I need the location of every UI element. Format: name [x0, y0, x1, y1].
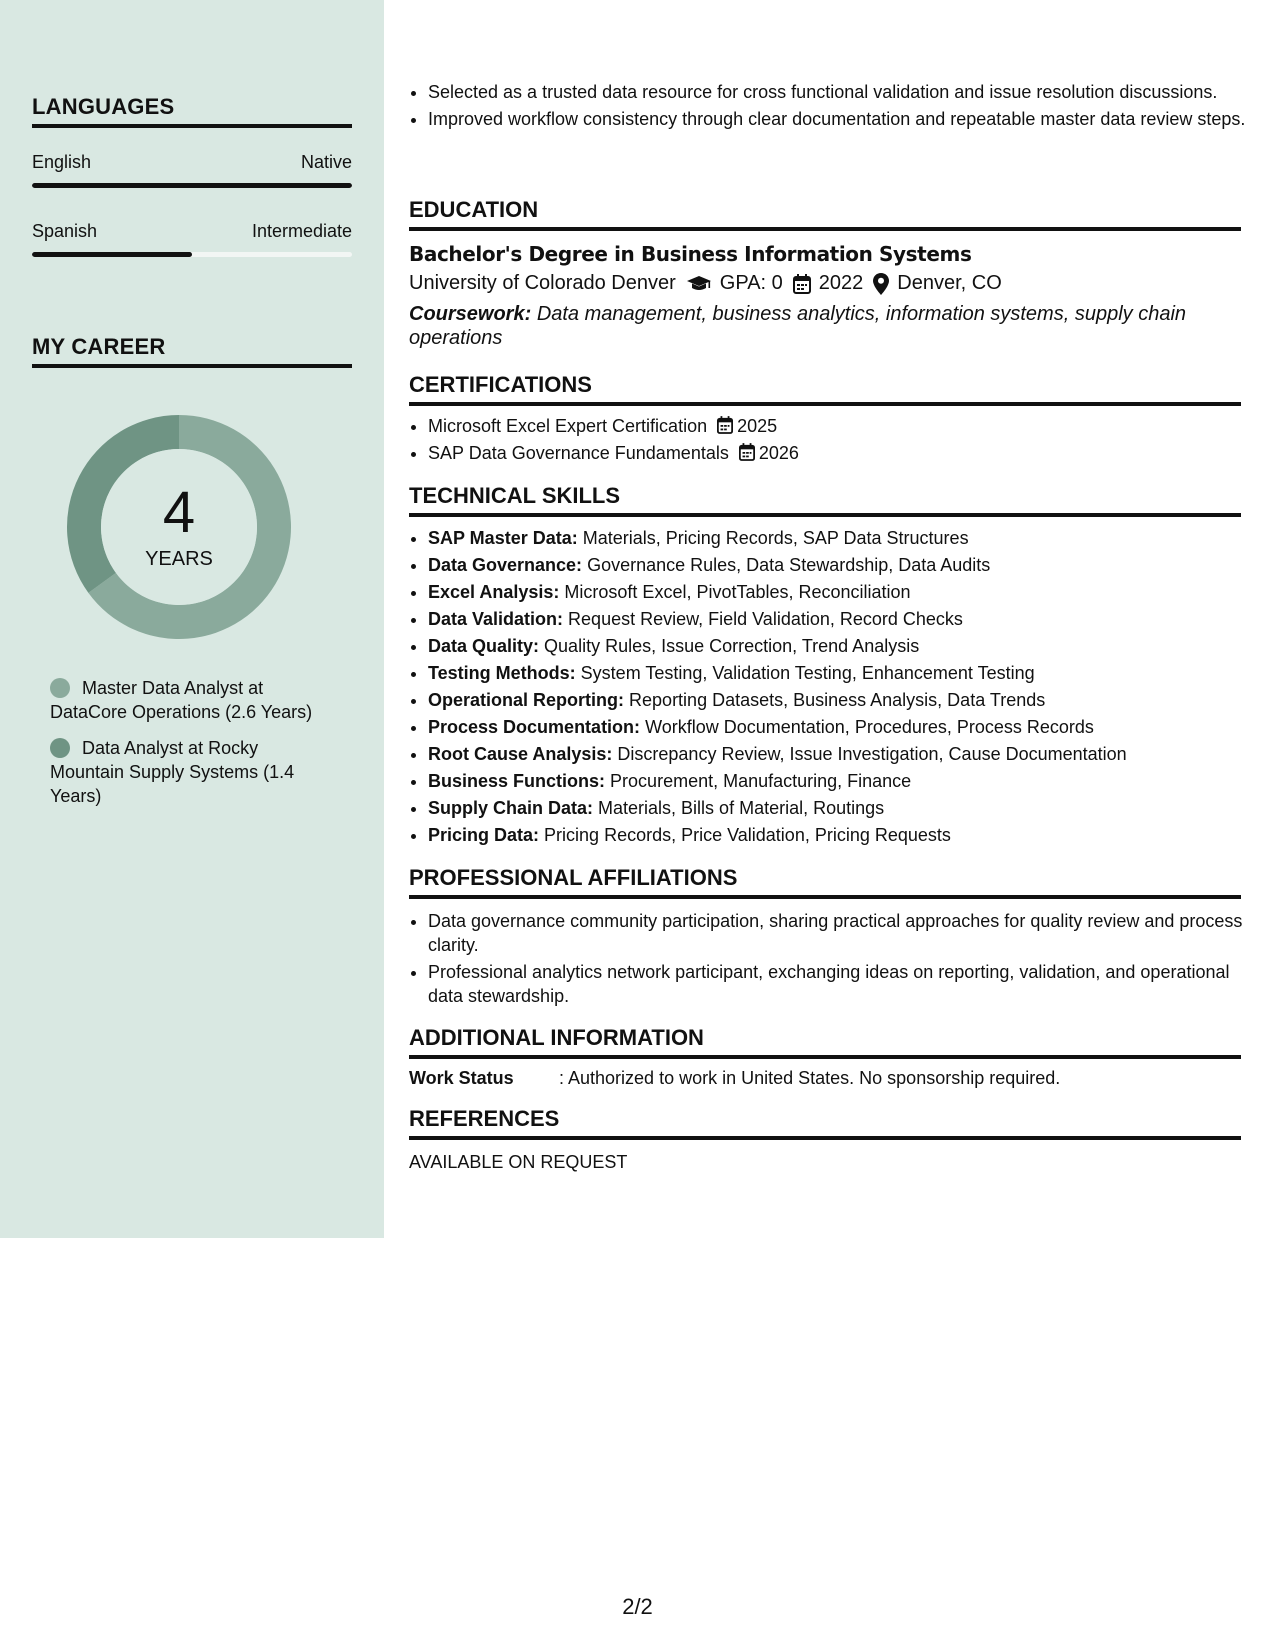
skill-value: Discrepancy Review, Issue Investigation, Cause Documentation: [617, 744, 1127, 764]
list-item: • Professional analytics network participant, exchanging ideas on reporting, validation, and operational data stewardship.: [428, 960, 1260, 1008]
skill-value: Materials, Pricing Records, SAP Data Structures: [582, 528, 969, 548]
skill-label: Root Cause Analysis:: [428, 744, 613, 764]
legend-dot-icon: [50, 678, 70, 698]
list-item: • Data governance community participation, sharing practical approaches for quality review and process clarity.: [428, 909, 1260, 957]
skill-label: Data Quality:: [428, 636, 540, 656]
skill-label: SAP Master Data:: [428, 528, 578, 548]
skill-label: Excel Analysis:: [428, 582, 560, 602]
skill-value: System Testing, Validation Testing, Enhancement Testing: [580, 663, 1035, 683]
certification-item: [428, 413, 1260, 440]
certifications-heading: CERTIFICATIONS: [409, 372, 1241, 406]
language-row-spanish: [32, 221, 352, 242]
sidebar: [0, 0, 384, 1238]
coursework-text: Data management, business analytics, information systems, supply chain operations: [409, 303, 1187, 349]
language-name: Spanish: [32, 221, 98, 241]
skill-label: Data Governance:: [428, 555, 583, 575]
skill-item: [428, 687, 1260, 714]
skill-item: [428, 795, 1260, 822]
work-status-label: Work Status: [409, 1068, 514, 1088]
language-bar-fill: [32, 183, 352, 188]
education-location: Denver, CO: [897, 272, 1002, 294]
skill-value: Request Review, Field Validation, Record Checks: [568, 609, 963, 629]
career-donut-center: [66, 414, 292, 640]
skill-item: [428, 579, 1260, 606]
skill-item: [428, 660, 1260, 687]
skill-value: Materials, Bills of Material, Routings: [598, 798, 885, 818]
skill-value: Reporting Datasets, Business Analysis, Data Trends: [629, 690, 1046, 710]
language-name: English: [32, 152, 92, 172]
graduation-year: 2022: [818, 272, 864, 294]
coursework-label: Coursework:: [409, 303, 532, 325]
list-item: • Selected as a trusted data resource for cross functional validation and issue resolution discussions.: [428, 80, 1260, 104]
certification-name: Microsoft Excel Expert Certification: [428, 416, 708, 436]
affiliations-heading: PROFESSIONAL AFFILIATIONS: [409, 865, 1241, 899]
language-bar-english: [32, 183, 352, 188]
career-heading: MY CAREER: [32, 334, 352, 368]
skill-item: [428, 552, 1260, 579]
calendar-icon: [717, 416, 733, 434]
affiliations-list: [409, 909, 1260, 1011]
calendar-icon: [739, 443, 755, 461]
languages-heading: LANGUAGES: [32, 94, 352, 128]
education-details: [409, 272, 1002, 295]
skill-item: [428, 633, 1260, 660]
references-heading: REFERENCES: [409, 1106, 1241, 1140]
certification-year: 2025: [737, 416, 778, 436]
list-item: • Improved workflow consistency through clear documentation and repeatable master data review steps.: [428, 107, 1260, 131]
graduation-cap-icon: [686, 275, 712, 293]
skill-value: Pricing Records, Price Validation, Pricing Requests: [544, 825, 951, 845]
skill-item: [428, 525, 1260, 552]
career-legend-item: [50, 736, 330, 808]
location-pin-icon: [873, 273, 889, 295]
calendar-icon: [793, 274, 811, 294]
skill-value: Procurement, Manufacturing, Finance: [610, 771, 912, 791]
skill-label: Business Functions:: [428, 771, 606, 791]
skill-value: Workflow Documentation, Procedures, Process Records: [645, 717, 1094, 737]
skill-label: Process Documentation:: [428, 717, 641, 737]
skill-item: [428, 606, 1260, 633]
page-number: 2/2: [622, 1594, 653, 1619]
career-legend: [50, 676, 330, 820]
technical-skills-list: [409, 525, 1260, 849]
work-status: [409, 1068, 1060, 1089]
language-row-english: [32, 152, 352, 173]
additional-info-heading: ADDITIONAL INFORMATION: [409, 1025, 1241, 1059]
skill-label: Pricing Data:: [428, 825, 540, 845]
career-legend-label: Master Data Analyst at DataCore Operations (2.6 Years): [50, 678, 313, 722]
education-heading: EDUCATION: [409, 197, 1241, 231]
skill-label: Testing Methods:: [428, 663, 576, 683]
career-unit: YEARS: [145, 547, 213, 570]
certification-year: 2026: [758, 443, 799, 463]
skill-value: Quality Rules, Issue Correction, Trend Analysis: [544, 636, 920, 656]
legend-dot-icon: [50, 738, 70, 758]
skill-item: [428, 741, 1260, 768]
certification-item: [428, 440, 1260, 467]
coursework: [409, 302, 1241, 350]
certifications-list: [409, 413, 1260, 467]
skill-item: [428, 714, 1260, 741]
experience-bullets: [409, 80, 1260, 134]
skill-value: Microsoft Excel, PivotTables, Reconciliation: [564, 582, 911, 602]
career-donut-chart: [66, 414, 292, 640]
work-status-value: : Authorized to work in United States. No sponsorship required.: [559, 1068, 1061, 1088]
skill-label: Operational Reporting:: [428, 690, 625, 710]
career-legend-item: [50, 676, 330, 724]
skill-item: [428, 822, 1260, 849]
technical-skills-heading: TECHNICAL SKILLS: [409, 483, 1241, 517]
skill-item: [428, 768, 1260, 795]
references-text: AVAILABLE ON REQUEST: [409, 1152, 628, 1172]
career-total: 4: [162, 479, 196, 545]
language-bar-fill: [32, 252, 192, 257]
skill-value: Governance Rules, Data Stewardship, Data Audits: [587, 555, 991, 575]
school-name: University of Colorado Denver: [409, 272, 676, 294]
language-bar-spanish: [32, 252, 352, 257]
certification-name: SAP Data Governance Fundamentals: [428, 443, 729, 463]
career-legend-label: Data Analyst at Rocky Mountain Supply Systems (1.4 Years): [50, 738, 295, 806]
degree-title: Bachelor's Degree in Business Information Systems: [409, 242, 972, 266]
gpa: GPA: 0: [719, 272, 783, 294]
language-level: Native: [300, 152, 352, 172]
skill-label: Supply Chain Data:: [428, 798, 594, 818]
skill-label: Data Validation:: [428, 609, 564, 629]
language-level: Intermediate: [251, 221, 352, 241]
